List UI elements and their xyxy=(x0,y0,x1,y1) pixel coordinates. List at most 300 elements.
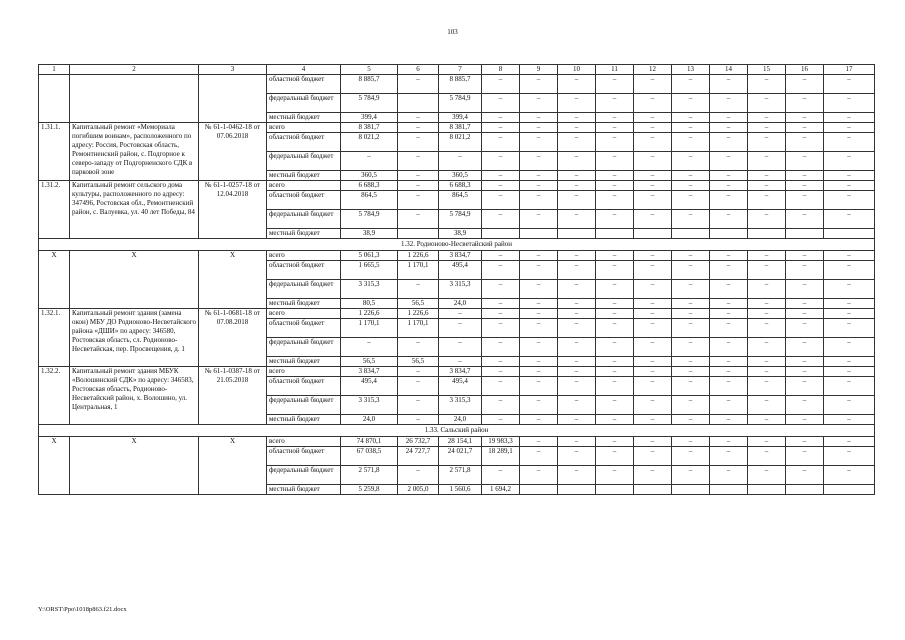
item-document: № 61-1-0257-18 от 12.04.2018 xyxy=(199,181,267,239)
value-cell: – xyxy=(596,251,634,261)
item-document xyxy=(199,75,267,123)
value-cell: – xyxy=(520,171,558,181)
table-body xyxy=(39,65,875,495)
value-cell: – xyxy=(558,171,596,181)
value-cell: 74 870,1 xyxy=(341,437,398,447)
value-cell: – xyxy=(634,261,672,280)
value-cell: 24 021,7 xyxy=(439,447,482,466)
value-cell: – xyxy=(520,181,558,191)
funding-type: местный бюджет xyxy=(267,299,341,309)
value-cell: 38,9 xyxy=(341,229,398,239)
value-cell: – xyxy=(558,123,596,133)
value-cell: – xyxy=(558,280,596,299)
table-row xyxy=(39,181,875,191)
value-cell: – xyxy=(596,437,634,447)
value-cell: – xyxy=(558,113,596,123)
value-cell: – xyxy=(672,338,710,357)
value-cell: 5 784,9 xyxy=(341,210,398,229)
value-cell: – xyxy=(824,466,875,485)
item-number: Х xyxy=(39,251,70,309)
value-cell: – xyxy=(634,171,672,181)
value-cell: – xyxy=(558,251,596,261)
value-cell: – xyxy=(748,299,786,309)
value-cell: – xyxy=(710,75,748,94)
value-cell: – xyxy=(520,309,558,319)
value-cell: – xyxy=(398,133,439,152)
value-cell: – xyxy=(710,447,748,466)
value-cell: – xyxy=(634,280,672,299)
item-name: Капитальный ремонт здания МБУК «Волошинский СДК» по адресу: 346583, Ростовская область, Родионово-Несветайский район, х. Волошино, ул. Центральная, 1 xyxy=(70,367,199,425)
funding-type: областной бюджет xyxy=(267,191,341,210)
value-cell: – xyxy=(596,261,634,280)
column-header-11: 11 xyxy=(596,65,634,75)
value-cell: 3 834,7 xyxy=(439,251,482,261)
value-cell: – xyxy=(710,415,748,425)
item-document: № 61-1-0681-18 от 07.08.2018 xyxy=(199,309,267,367)
value-cell: – xyxy=(672,415,710,425)
value-cell: – xyxy=(482,75,520,94)
funding-type: федеральный бюджет xyxy=(267,94,341,113)
value-cell: – xyxy=(710,191,748,210)
value-cell: 8 885,7 xyxy=(439,75,482,94)
value-cell: 56,5 xyxy=(398,357,439,367)
column-header-10: 10 xyxy=(558,65,596,75)
item-document: № 61-1-0387-18 от 21.05.2018 xyxy=(199,367,267,425)
item-document: № 61-1-0462-18 от 07.06.2018 xyxy=(199,123,267,181)
value-cell: – xyxy=(672,377,710,396)
value-cell: 1 694,2 xyxy=(482,485,520,495)
value-cell: – xyxy=(824,280,875,299)
value-cell: – xyxy=(824,338,875,357)
funding-type: местный бюджет xyxy=(267,357,341,367)
item-name: Капитальный ремонт здания (замена окон) МБУ ДО Родионово-Несветайского района «ДШИ» по адресу: 346580, Ростовская область, сл. Родионово-Несветайская, пер. Просвещения, д. 1 xyxy=(70,309,199,367)
value-cell: – xyxy=(596,181,634,191)
table-row xyxy=(39,75,875,94)
value-cell: – xyxy=(748,123,786,133)
column-header-12: 12 xyxy=(634,65,672,75)
value-cell: – xyxy=(824,152,875,171)
district-header-row xyxy=(39,425,875,437)
value-cell: – xyxy=(596,171,634,181)
value-cell: – xyxy=(520,251,558,261)
value-cell: – xyxy=(520,319,558,338)
value-cell: – xyxy=(672,357,710,367)
value-cell: – xyxy=(710,210,748,229)
value-cell: 5 784,9 xyxy=(439,94,482,113)
value-cell: – xyxy=(748,357,786,367)
value-cell: – xyxy=(824,75,875,94)
value-cell: – xyxy=(672,447,710,466)
value-cell: – xyxy=(786,113,824,123)
value-cell: – xyxy=(748,377,786,396)
value-cell: – xyxy=(672,261,710,280)
value-cell: – xyxy=(824,415,875,425)
value-cell: – xyxy=(710,437,748,447)
value-cell: – xyxy=(634,251,672,261)
district-header-row xyxy=(39,239,875,251)
value-cell: – xyxy=(482,191,520,210)
column-header-13: 13 xyxy=(672,65,710,75)
value-cell: – xyxy=(748,396,786,415)
value-cell: – xyxy=(439,319,482,338)
value-cell: – xyxy=(634,94,672,113)
value-cell xyxy=(786,485,824,495)
value-cell: – xyxy=(596,152,634,171)
value-cell: – xyxy=(482,319,520,338)
value-cell: – xyxy=(596,133,634,152)
value-cell: – xyxy=(482,251,520,261)
value-cell: – xyxy=(748,261,786,280)
value-cell: – xyxy=(672,396,710,415)
value-cell: – xyxy=(482,338,520,357)
value-cell: – xyxy=(558,133,596,152)
value-cell: – xyxy=(786,447,824,466)
value-cell: 28 154,1 xyxy=(439,437,482,447)
value-cell xyxy=(634,229,672,239)
value-cell: – xyxy=(398,415,439,425)
value-cell: – xyxy=(520,123,558,133)
funding-type: всего xyxy=(267,367,341,377)
value-cell: – xyxy=(520,75,558,94)
value-cell: – xyxy=(786,261,824,280)
value-cell: – xyxy=(482,113,520,123)
item-number: 1.32.2. xyxy=(39,367,70,425)
value-cell: – xyxy=(786,367,824,377)
value-cell: – xyxy=(634,210,672,229)
value-cell: – xyxy=(710,377,748,396)
value-cell: – xyxy=(710,181,748,191)
value-cell: 8 381,7 xyxy=(439,123,482,133)
value-cell: – xyxy=(596,466,634,485)
value-cell: – xyxy=(824,210,875,229)
value-cell xyxy=(398,229,439,239)
item-number xyxy=(39,75,70,123)
value-cell: – xyxy=(398,75,439,94)
value-cell: – xyxy=(824,251,875,261)
value-cell: – xyxy=(634,133,672,152)
value-cell: – xyxy=(520,396,558,415)
value-cell: – xyxy=(748,181,786,191)
value-cell: – xyxy=(710,338,748,357)
value-cell: – xyxy=(748,251,786,261)
value-cell: – xyxy=(482,280,520,299)
value-cell: 864,5 xyxy=(439,191,482,210)
value-cell: – xyxy=(520,94,558,113)
value-cell: – xyxy=(748,133,786,152)
value-cell: – xyxy=(398,181,439,191)
value-cell: – xyxy=(824,94,875,113)
value-cell: – xyxy=(398,280,439,299)
funding-type: областной бюджет xyxy=(267,447,341,466)
value-cell: 8 381,7 xyxy=(341,123,398,133)
value-cell xyxy=(596,485,634,495)
table-row xyxy=(39,309,875,319)
value-cell xyxy=(520,485,558,495)
value-cell xyxy=(520,229,558,239)
value-cell: – xyxy=(710,123,748,133)
value-cell: – xyxy=(748,437,786,447)
value-cell: – xyxy=(672,299,710,309)
value-cell: – xyxy=(398,377,439,396)
value-cell: 5 061,3 xyxy=(341,251,398,261)
value-cell: – xyxy=(558,181,596,191)
value-cell: – xyxy=(398,466,439,485)
value-cell: – xyxy=(482,94,520,113)
value-cell: – xyxy=(596,319,634,338)
value-cell: 495,4 xyxy=(439,377,482,396)
value-cell: – xyxy=(596,338,634,357)
value-cell: – xyxy=(558,319,596,338)
table-row xyxy=(39,367,875,377)
value-cell xyxy=(748,485,786,495)
funding-type: федеральный бюджет xyxy=(267,396,341,415)
funding-type: местный бюджет xyxy=(267,171,341,181)
value-cell: 3 834,7 xyxy=(341,367,398,377)
value-cell: – xyxy=(439,357,482,367)
value-cell: 8 885,7 xyxy=(341,75,398,94)
value-cell: – xyxy=(482,152,520,171)
value-cell: – xyxy=(786,123,824,133)
value-cell: – xyxy=(786,171,824,181)
value-cell: 399,4 xyxy=(341,113,398,123)
value-cell: – xyxy=(596,113,634,123)
value-cell: – xyxy=(558,261,596,280)
value-cell: – xyxy=(596,210,634,229)
value-cell: 864,5 xyxy=(341,191,398,210)
value-cell: – xyxy=(520,210,558,229)
value-cell: – xyxy=(596,280,634,299)
item-name: Х xyxy=(70,251,199,309)
value-cell: – xyxy=(710,466,748,485)
value-cell: – xyxy=(786,415,824,425)
value-cell: – xyxy=(748,113,786,123)
value-cell: – xyxy=(558,377,596,396)
value-cell: – xyxy=(482,133,520,152)
value-cell: – xyxy=(439,309,482,319)
value-cell: – xyxy=(748,447,786,466)
value-cell: – xyxy=(596,123,634,133)
value-cell: – xyxy=(558,357,596,367)
value-cell: 5 259,8 xyxy=(341,485,398,495)
value-cell: – xyxy=(710,261,748,280)
value-cell xyxy=(710,485,748,495)
value-cell: 19 983,3 xyxy=(482,437,520,447)
value-cell: – xyxy=(672,113,710,123)
item-name: Капитальный ремонт «Мемориала погибшим воинам», расположенного по адресу: Россия, Ростовская область, Ремонтненский район, с. Подгорное к северо-западу от Подгорненского СДК в парковой зоне xyxy=(70,123,199,181)
funding-type: областной бюджет xyxy=(267,75,341,94)
value-cell: – xyxy=(558,75,596,94)
value-cell: – xyxy=(520,367,558,377)
table-row xyxy=(39,123,875,133)
value-cell: 1 170,1 xyxy=(341,319,398,338)
value-cell: – xyxy=(748,466,786,485)
funding-type: всего xyxy=(267,181,341,191)
value-cell: 24,0 xyxy=(341,415,398,425)
value-cell: – xyxy=(596,191,634,210)
value-cell: – xyxy=(672,133,710,152)
value-cell: – xyxy=(482,396,520,415)
value-cell: – xyxy=(634,309,672,319)
value-cell: 67 038,5 xyxy=(341,447,398,466)
value-cell: – xyxy=(482,210,520,229)
value-cell: – xyxy=(634,75,672,94)
funding-type: всего xyxy=(267,437,341,447)
value-cell: – xyxy=(748,338,786,357)
value-cell: – xyxy=(520,437,558,447)
value-cell: – xyxy=(520,261,558,280)
value-cell: – xyxy=(558,152,596,171)
value-cell xyxy=(824,229,875,239)
value-cell: – xyxy=(748,171,786,181)
value-cell: – xyxy=(558,210,596,229)
column-header-14: 14 xyxy=(710,65,748,75)
value-cell: – xyxy=(710,319,748,338)
value-cell: – xyxy=(482,123,520,133)
funding-type: федеральный бюджет xyxy=(267,210,341,229)
value-cell: – xyxy=(520,338,558,357)
value-cell: – xyxy=(710,309,748,319)
value-cell: – xyxy=(634,447,672,466)
value-cell: – xyxy=(596,447,634,466)
value-cell: – xyxy=(710,357,748,367)
value-cell: 495,4 xyxy=(341,377,398,396)
item-number: 1.31.2. xyxy=(39,181,70,239)
value-cell: – xyxy=(398,367,439,377)
column-header-2: 2 xyxy=(70,65,199,75)
value-cell: – xyxy=(558,466,596,485)
value-cell: – xyxy=(672,319,710,338)
value-cell: – xyxy=(634,191,672,210)
value-cell xyxy=(482,229,520,239)
funding-type: местный бюджет xyxy=(267,415,341,425)
value-cell: – xyxy=(398,396,439,415)
funding-type: федеральный бюджет xyxy=(267,338,341,357)
value-cell: – xyxy=(786,152,824,171)
value-cell: 5 784,9 xyxy=(439,210,482,229)
value-cell: – xyxy=(596,75,634,94)
value-cell: – xyxy=(634,299,672,309)
value-cell: – xyxy=(558,437,596,447)
value-cell: – xyxy=(520,466,558,485)
funding-type: всего xyxy=(267,309,341,319)
value-cell: – xyxy=(558,415,596,425)
value-cell: – xyxy=(786,191,824,210)
value-cell: – xyxy=(748,367,786,377)
value-cell: – xyxy=(748,191,786,210)
value-cell: 3 315,3 xyxy=(341,280,398,299)
value-cell: – xyxy=(634,415,672,425)
column-header-5: 5 xyxy=(341,65,398,75)
funding-type: федеральный бюджет xyxy=(267,466,341,485)
value-cell: – xyxy=(634,466,672,485)
funding-type: областной бюджет xyxy=(267,133,341,152)
value-cell: – xyxy=(520,133,558,152)
item-number: 1.32.1. xyxy=(39,309,70,367)
district-title: 1.32. Родионово-Несветайский район xyxy=(39,239,875,251)
page-number: 103 xyxy=(447,28,458,36)
value-cell: – xyxy=(824,191,875,210)
value-cell: – xyxy=(786,309,824,319)
value-cell: 8 021,2 xyxy=(439,133,482,152)
value-cell: – xyxy=(596,396,634,415)
value-cell: – xyxy=(672,75,710,94)
column-header-1: 1 xyxy=(39,65,70,75)
value-cell: – xyxy=(439,338,482,357)
value-cell: – xyxy=(672,466,710,485)
value-cell: – xyxy=(596,309,634,319)
value-cell: – xyxy=(398,210,439,229)
value-cell: 1 665,5 xyxy=(341,261,398,280)
value-cell: 24 727,7 xyxy=(398,447,439,466)
value-cell: – xyxy=(482,466,520,485)
value-cell: – xyxy=(596,357,634,367)
value-cell: 18 289,1 xyxy=(482,447,520,466)
value-cell: – xyxy=(710,251,748,261)
value-cell: – xyxy=(596,415,634,425)
value-cell: – xyxy=(748,94,786,113)
value-cell: – xyxy=(672,94,710,113)
value-cell: 38,9 xyxy=(439,229,482,239)
value-cell: 56,5 xyxy=(341,357,398,367)
value-cell: 399,4 xyxy=(439,113,482,123)
value-cell: – xyxy=(748,152,786,171)
value-cell: – xyxy=(824,299,875,309)
value-cell xyxy=(824,485,875,495)
value-cell: – xyxy=(786,210,824,229)
value-cell: – xyxy=(786,338,824,357)
value-cell: – xyxy=(398,171,439,181)
value-cell: – xyxy=(672,191,710,210)
value-cell: – xyxy=(672,123,710,133)
value-cell: – xyxy=(634,357,672,367)
value-cell: – xyxy=(398,338,439,357)
value-cell: – xyxy=(824,123,875,133)
value-cell xyxy=(596,229,634,239)
value-cell: – xyxy=(710,299,748,309)
value-cell: – xyxy=(634,113,672,123)
value-cell: – xyxy=(634,437,672,447)
value-cell: 80,5 xyxy=(341,299,398,309)
value-cell: – xyxy=(634,181,672,191)
value-cell: – xyxy=(786,94,824,113)
value-cell: – xyxy=(398,113,439,123)
value-cell xyxy=(672,485,710,495)
value-cell: – xyxy=(482,309,520,319)
value-cell: – xyxy=(786,280,824,299)
column-number-row xyxy=(39,65,875,75)
value-cell: – xyxy=(520,299,558,309)
value-cell: – xyxy=(710,171,748,181)
value-cell: – xyxy=(748,415,786,425)
funding-type: местный бюджет xyxy=(267,229,341,239)
value-cell: – xyxy=(786,357,824,367)
value-cell: – xyxy=(672,309,710,319)
value-cell: – xyxy=(482,299,520,309)
value-cell: 3 315,3 xyxy=(341,396,398,415)
column-header-7: 7 xyxy=(439,65,482,75)
value-cell: – xyxy=(672,152,710,171)
value-cell: – xyxy=(824,319,875,338)
value-cell: – xyxy=(748,75,786,94)
value-cell: 495,4 xyxy=(439,261,482,280)
value-cell: 8 021,2 xyxy=(341,133,398,152)
value-cell: 24,0 xyxy=(439,415,482,425)
value-cell: 1 170,1 xyxy=(398,261,439,280)
value-cell: – xyxy=(824,113,875,123)
value-cell: – xyxy=(520,377,558,396)
item-document: Х xyxy=(199,437,267,495)
value-cell: – xyxy=(786,133,824,152)
